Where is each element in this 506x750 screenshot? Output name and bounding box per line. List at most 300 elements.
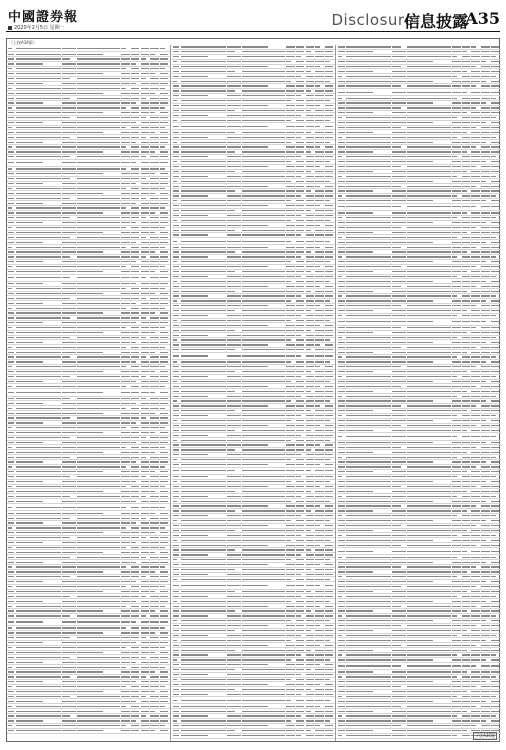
text-placeholder	[296, 520, 304, 521]
text-placeholder	[315, 476, 323, 477]
table-cell	[121, 146, 131, 147]
text-placeholder	[286, 376, 294, 377]
text-placeholder	[131, 107, 139, 108]
table-cell	[241, 105, 285, 106]
table-cell	[15, 88, 61, 89]
text-placeholder	[315, 410, 323, 411]
text-placeholder	[62, 352, 76, 353]
text-placeholder	[227, 376, 241, 377]
text-placeholder	[286, 305, 294, 306]
table-cell	[172, 371, 180, 372]
text-placeholder	[227, 330, 235, 331]
table-cell	[150, 527, 160, 528]
text-placeholder	[8, 657, 15, 658]
table-cell	[159, 317, 169, 318]
text-placeholder	[141, 247, 149, 248]
table-cell	[130, 256, 140, 257]
table-cell	[159, 63, 169, 64]
text-placeholder	[16, 457, 61, 458]
table-cell	[180, 344, 226, 345]
table-cell	[172, 520, 180, 521]
text-placeholder	[131, 48, 139, 49]
text-placeholder	[242, 496, 285, 497]
table-cell	[241, 195, 285, 196]
text-placeholder	[296, 391, 304, 392]
text-placeholder	[227, 161, 241, 162]
table-cell	[334, 261, 335, 262]
table-cell	[121, 547, 131, 548]
table-cell	[180, 46, 226, 47]
table-cell	[76, 481, 120, 482]
table-cell	[241, 230, 285, 231]
text-placeholder	[8, 715, 15, 716]
text-placeholder	[121, 198, 129, 199]
table-cell	[334, 271, 335, 272]
text-placeholder	[173, 66, 180, 67]
text-placeholder	[8, 615, 15, 616]
text-placeholder	[160, 432, 168, 433]
text-placeholder	[242, 339, 285, 340]
table-cell	[130, 173, 140, 174]
text-placeholder	[286, 61, 291, 62]
text-placeholder	[160, 366, 165, 367]
text-placeholder	[131, 706, 139, 707]
table-cell	[61, 277, 76, 278]
text-placeholder	[62, 527, 76, 528]
table-cell	[150, 132, 160, 133]
text-placeholder	[77, 715, 120, 716]
table-cell	[121, 496, 131, 497]
table-cell	[169, 513, 170, 514]
text-placeholder	[62, 392, 76, 393]
text-placeholder	[141, 632, 149, 633]
table-cell	[140, 332, 150, 333]
text-placeholder	[141, 376, 146, 377]
text-placeholder	[121, 632, 129, 633]
text-placeholder	[315, 496, 323, 497]
text-placeholder	[150, 78, 158, 79]
table-cell	[150, 352, 160, 353]
table-cell	[286, 220, 296, 221]
text-placeholder	[181, 105, 226, 106]
text-placeholder	[141, 437, 146, 438]
text-placeholder	[16, 571, 61, 572]
table-cell	[76, 93, 120, 94]
table-row	[7, 504, 170, 511]
table-cell	[169, 557, 170, 558]
text-placeholder	[306, 486, 314, 487]
text-placeholder	[16, 232, 61, 233]
table-cell	[159, 322, 169, 323]
text-placeholder	[131, 162, 136, 163]
table-cell	[61, 596, 76, 597]
text-placeholder	[150, 322, 158, 323]
table-cell	[140, 266, 150, 267]
text-placeholder	[315, 225, 320, 226]
text-placeholder	[173, 505, 180, 506]
text-placeholder	[227, 230, 235, 231]
table-cell	[305, 310, 315, 311]
text-placeholder	[121, 293, 129, 294]
text-placeholder	[315, 195, 323, 196]
table-cell	[305, 464, 315, 465]
text-placeholder	[181, 496, 208, 497]
text-placeholder	[173, 276, 180, 277]
text-placeholder	[62, 442, 76, 443]
table-cell	[169, 317, 170, 318]
table-cell	[7, 352, 15, 353]
table-cell	[15, 637, 61, 638]
text-placeholder	[141, 227, 149, 228]
text-placeholder	[121, 466, 126, 467]
table-cell	[241, 215, 285, 216]
text-placeholder	[296, 181, 304, 182]
text-placeholder	[296, 90, 304, 91]
text-placeholder	[173, 420, 177, 421]
text-placeholder	[242, 171, 285, 172]
text-placeholder	[141, 337, 146, 338]
text-placeholder	[173, 515, 180, 516]
text-placeholder	[160, 146, 165, 147]
text-placeholder	[286, 430, 294, 431]
text-placeholder	[77, 381, 120, 382]
text-placeholder	[62, 422, 76, 423]
table-cell	[295, 71, 305, 72]
text-placeholder	[242, 61, 285, 62]
text-placeholder	[62, 486, 76, 487]
table-cell	[7, 137, 15, 138]
text-placeholder	[315, 146, 320, 147]
table-cell	[180, 85, 226, 86]
text-placeholder	[227, 430, 235, 431]
table-cell	[7, 586, 15, 587]
text-placeholder	[325, 176, 333, 177]
table-cell	[130, 283, 140, 284]
text-placeholder	[173, 271, 180, 272]
table-cell	[15, 471, 61, 472]
table-cell	[159, 437, 169, 438]
table-cell	[15, 667, 61, 668]
table-cell	[295, 251, 305, 252]
table-cell	[169, 442, 170, 443]
text-placeholder	[77, 647, 120, 648]
text-placeholder	[227, 325, 241, 326]
text-placeholder	[62, 601, 76, 602]
text-placeholder	[62, 562, 76, 563]
text-placeholder	[150, 657, 158, 658]
text-placeholder	[131, 347, 139, 348]
text-placeholder	[77, 581, 120, 582]
table-cell	[180, 481, 226, 482]
text-placeholder	[62, 183, 76, 184]
text-placeholder	[8, 327, 12, 328]
text-placeholder	[160, 513, 168, 514]
text-placeholder	[227, 355, 241, 356]
text-placeholder	[173, 56, 180, 57]
text-placeholder	[141, 142, 149, 143]
table-cell	[130, 432, 140, 433]
text-placeholder	[8, 251, 15, 252]
text-placeholder	[325, 435, 333, 436]
text-placeholder	[160, 251, 168, 252]
text-placeholder	[121, 566, 126, 567]
table-cell	[76, 232, 120, 233]
table-cell	[121, 117, 131, 118]
text-placeholder	[131, 591, 139, 592]
text-placeholder	[173, 444, 180, 445]
table-cell	[315, 305, 325, 306]
table-cell	[295, 215, 305, 216]
table-cell	[121, 667, 131, 668]
table-cell	[172, 449, 180, 450]
table-cell	[172, 195, 180, 196]
table-cell	[180, 339, 226, 340]
table-cell	[61, 127, 76, 128]
table-cell	[130, 461, 140, 462]
table-cell	[150, 537, 160, 538]
table-cell	[15, 63, 61, 64]
text-placeholder	[160, 227, 165, 228]
table-cell	[121, 671, 131, 672]
table-cell	[305, 100, 315, 101]
text-placeholder	[131, 78, 139, 79]
table-cell	[140, 207, 150, 208]
text-placeholder	[141, 606, 149, 607]
table-cell	[286, 256, 296, 257]
text-placeholder	[306, 415, 314, 416]
table-cell	[130, 701, 140, 702]
text-placeholder	[181, 234, 208, 235]
text-placeholder	[160, 107, 165, 108]
table-cell	[180, 151, 226, 152]
text-placeholder	[325, 81, 330, 82]
table-cell	[7, 513, 15, 514]
text-placeholder	[181, 151, 226, 152]
text-placeholder	[315, 501, 323, 502]
text-placeholder	[16, 557, 61, 558]
table-cell	[130, 652, 140, 653]
table-cell	[226, 220, 241, 221]
table-cell	[315, 171, 325, 172]
table-cell	[140, 376, 150, 377]
table-cell	[315, 355, 325, 356]
table-cell	[172, 530, 180, 531]
text-placeholder	[173, 496, 180, 497]
table-cell	[159, 242, 169, 243]
text-placeholder	[150, 277, 158, 278]
table-cell	[334, 247, 335, 248]
text-placeholder	[160, 237, 168, 238]
text-placeholder	[77, 293, 103, 294]
text-placeholder	[8, 392, 15, 393]
text-placeholder	[77, 471, 103, 472]
table-cell	[226, 205, 241, 206]
text-placeholder	[173, 535, 180, 536]
text-placeholder	[242, 330, 285, 331]
text-placeholder	[62, 571, 76, 572]
text-placeholder	[181, 251, 226, 252]
table-cell	[61, 73, 76, 74]
table-cell	[130, 54, 140, 55]
table-cell	[324, 251, 334, 252]
text-placeholder	[315, 355, 323, 356]
text-placeholder	[181, 435, 208, 436]
text-placeholder	[315, 470, 323, 471]
text-placeholder	[8, 303, 15, 304]
text-placeholder	[62, 725, 76, 726]
text-placeholder	[77, 212, 103, 213]
text-placeholder	[121, 381, 129, 382]
table-cell	[295, 137, 305, 138]
text-placeholder	[181, 515, 208, 516]
table-cell	[172, 440, 180, 441]
text-placeholder	[286, 300, 291, 301]
text-placeholder	[181, 156, 208, 157]
table-cell	[76, 496, 120, 497]
table-cell	[140, 308, 150, 309]
text-placeholder	[16, 277, 61, 278]
text-placeholder	[8, 581, 15, 582]
table-cell	[169, 173, 170, 174]
table-cell	[7, 212, 15, 213]
text-placeholder	[77, 303, 120, 304]
text-placeholder	[131, 266, 139, 267]
text-placeholder	[181, 161, 226, 162]
table-cell	[15, 513, 61, 514]
text-placeholder	[286, 95, 294, 96]
table-cell	[241, 371, 285, 372]
text-placeholder	[8, 481, 15, 482]
text-placeholder	[62, 637, 70, 638]
table-cell	[130, 371, 140, 372]
table-row	[172, 123, 335, 130]
text-placeholder	[296, 525, 304, 526]
table-cell	[7, 203, 15, 204]
table-cell	[172, 76, 180, 77]
table-cell	[305, 234, 315, 235]
table-cell	[61, 207, 76, 208]
text-placeholder	[8, 596, 15, 597]
table-cell	[172, 100, 180, 101]
table-cell	[150, 442, 160, 443]
table-cell	[140, 283, 150, 284]
table-cell	[15, 408, 61, 409]
text-placeholder	[296, 505, 304, 506]
table-cell	[172, 132, 180, 133]
table-cell	[169, 457, 170, 458]
text-placeholder	[62, 471, 76, 472]
table-cell	[241, 300, 285, 301]
table-cell	[7, 437, 15, 438]
table-cell	[180, 510, 226, 511]
table-cell	[169, 562, 170, 563]
table-cell	[159, 142, 169, 143]
table-cell	[130, 676, 140, 677]
table-cell	[286, 486, 296, 487]
table-cell	[7, 312, 15, 313]
table-cell	[315, 215, 325, 216]
text-placeholder	[306, 344, 314, 345]
table-cell	[159, 271, 169, 272]
text-placeholder	[77, 532, 103, 533]
text-placeholder	[121, 347, 126, 348]
table-cell	[130, 686, 140, 687]
text-placeholder	[227, 454, 241, 455]
text-placeholder	[160, 476, 168, 477]
text-placeholder	[181, 81, 226, 82]
table-cell	[159, 151, 169, 152]
table-cell	[76, 142, 120, 143]
text-placeholder	[121, 312, 129, 313]
text-placeholder	[16, 552, 61, 553]
text-placeholder	[131, 54, 139, 55]
table-cell	[334, 46, 335, 47]
table-cell	[76, 422, 120, 423]
table-cell	[334, 525, 335, 526]
text-placeholder	[150, 127, 158, 128]
table-cell	[226, 95, 241, 96]
table-cell	[172, 56, 180, 57]
text-placeholder	[77, 566, 120, 567]
table-cell	[140, 122, 150, 123]
text-placeholder	[150, 696, 158, 697]
table-cell	[172, 339, 180, 340]
text-placeholder	[8, 312, 15, 313]
table-cell	[15, 332, 61, 333]
text-placeholder	[306, 366, 314, 367]
text-placeholder	[296, 444, 304, 445]
table-cell	[150, 601, 160, 602]
text-placeholder	[306, 115, 314, 116]
table-cell	[286, 205, 296, 206]
text-placeholder	[242, 454, 285, 455]
text-placeholder	[8, 676, 15, 677]
text-placeholder	[325, 371, 333, 372]
table-cell	[172, 146, 180, 147]
text-placeholder	[8, 501, 15, 502]
table-cell	[121, 173, 131, 174]
text-placeholder	[77, 576, 120, 577]
table-cell	[140, 403, 150, 404]
text-placeholder	[121, 481, 129, 482]
text-placeholder	[141, 432, 149, 433]
text-placeholder	[16, 352, 61, 353]
table-cell	[61, 552, 76, 553]
text-placeholder	[227, 51, 235, 52]
table-cell	[15, 610, 61, 611]
text-placeholder	[141, 507, 149, 508]
table-cell	[172, 220, 180, 221]
table-cell	[169, 183, 170, 184]
table-cell	[295, 146, 305, 147]
table-cell	[172, 281, 180, 282]
table-cell	[315, 454, 325, 455]
table-row	[172, 353, 335, 360]
text-placeholder	[173, 305, 180, 306]
table-cell	[61, 403, 76, 404]
text-placeholder	[173, 151, 180, 152]
text-placeholder	[16, 308, 61, 309]
table-cell	[324, 142, 334, 143]
table-cell	[324, 200, 334, 201]
text-placeholder	[150, 691, 155, 692]
table-cell	[150, 413, 160, 414]
text-placeholder	[286, 491, 294, 492]
text-placeholder	[77, 691, 103, 692]
table-cell	[7, 256, 15, 257]
text-placeholder	[286, 510, 294, 511]
table-cell	[334, 305, 335, 306]
